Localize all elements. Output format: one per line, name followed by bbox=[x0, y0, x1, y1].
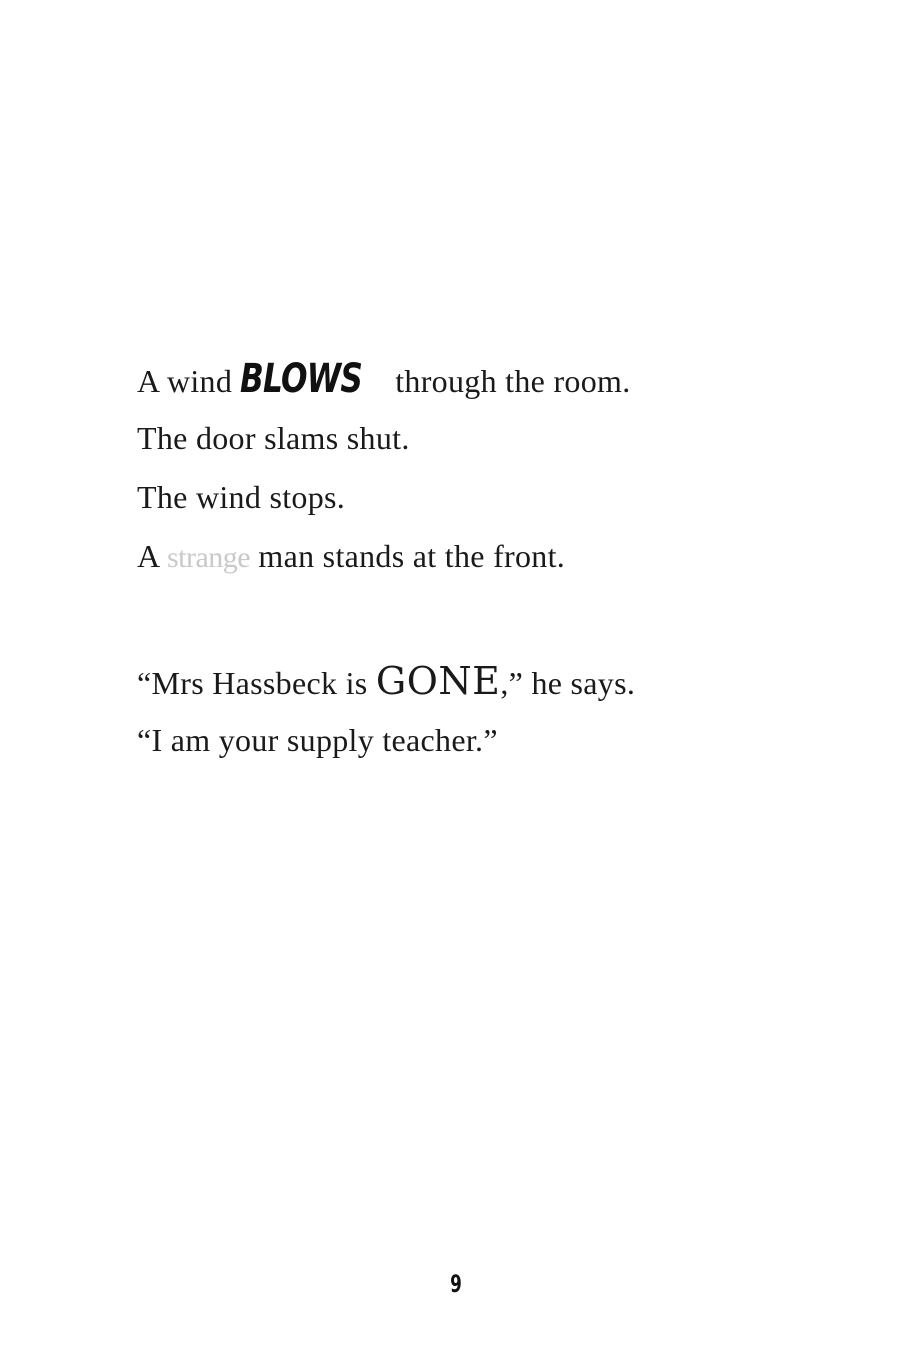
text-segment: man stands at the front. bbox=[250, 538, 566, 574]
text-segment: through the room. bbox=[386, 363, 631, 399]
text-line bbox=[137, 350, 631, 409]
text-line: “I am your supply teacher.” bbox=[137, 722, 498, 758]
stanza-dialogue bbox=[137, 652, 635, 770]
text-line bbox=[137, 527, 631, 586]
emphasis-word-gone: GONE bbox=[375, 659, 501, 703]
text-line: The wind stops. bbox=[137, 479, 346, 515]
text-segment: A bbox=[137, 538, 167, 574]
page-number: 9 bbox=[450, 1270, 462, 1298]
emphasis-word-blows: BLOWS bbox=[240, 356, 363, 402]
text-segment: A wind bbox=[137, 363, 241, 399]
faded-word-strange: strange bbox=[166, 541, 251, 574]
text-segment: “Mrs Hassbeck is bbox=[137, 665, 376, 701]
text-line bbox=[137, 652, 635, 711]
stanza-wind bbox=[137, 350, 631, 586]
text-segment: ,” he says. bbox=[500, 665, 636, 701]
text-line: The door slams shut. bbox=[137, 420, 410, 456]
